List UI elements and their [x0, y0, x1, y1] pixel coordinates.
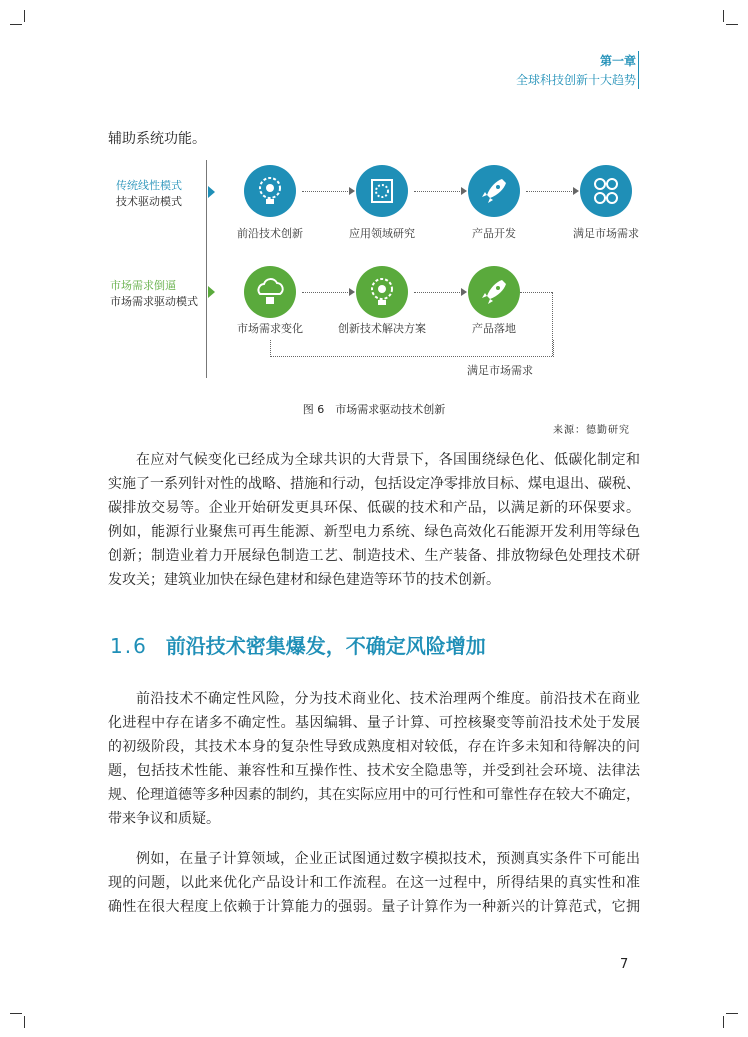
row1-node-label: 满足市场需求: [573, 227, 639, 240]
figure-divider: [206, 160, 207, 378]
gear-bulb-icon: [356, 266, 408, 318]
intro-line: 辅助系统功能。: [108, 131, 206, 147]
row2-marker-icon: [208, 286, 215, 298]
crop-mark-tr-h: [726, 24, 738, 25]
figure-source: 来源：德勤研究: [553, 425, 630, 436]
row2-label-1: 市场需求倒逼: [110, 279, 176, 292]
crop-mark-bl-h: [10, 1013, 22, 1014]
arrowhead-icon: [573, 187, 579, 195]
section-heading: [110, 630, 486, 659]
row1-arrow: [526, 191, 574, 193]
loop-connector: [520, 292, 552, 294]
row2-arrow: [414, 292, 462, 294]
row1-node-label: 产品开发: [472, 227, 516, 240]
people-icon: [580, 165, 632, 217]
crop-mark-tl-h: [10, 24, 22, 25]
feedback-loop: [270, 340, 554, 357]
crop-mark-br-v: [723, 1016, 724, 1028]
row1-node-label: 前沿技术创新: [237, 227, 303, 240]
arrowhead-icon: [461, 187, 467, 195]
row1-arrow: [414, 191, 462, 193]
crop-mark-tl-v: [24, 10, 25, 22]
crop-mark-tr-v: [723, 10, 724, 22]
arrowhead-icon: [461, 288, 467, 296]
gear-bulb-icon: [244, 165, 296, 217]
gear-document-icon: [356, 165, 408, 217]
section-number: 1.6: [110, 634, 148, 658]
paragraph-2: 前沿技术不确定性风险，分为技术商业化、技术治理两个维度。前沿技术在商业 化进程中存在诸多不确定性。基因编辑、量子计算、可控核聚变等前沿技术处于发展 的初级阶段，其技术本身的复杂性导致成熟度相对较低，存在许多未知和待解决的问 题，包括技术性能、兼容性和互操作性、技术安全隐患等，并受到社会环境、法律法 规、伦理道德等多种因素的制约，其在实际应用中的可行性和可靠性存在较大不确定， 带来争议和质疑。: [108, 691, 640, 827]
row1-label-2: 技术驱动模式: [116, 195, 182, 208]
crop-mark-bl-v: [24, 1016, 25, 1028]
loop-connector-vertical: [552, 292, 554, 356]
crop-mark-br-h: [726, 1013, 738, 1014]
paragraph-1: 在应对气候变化已经成为全球共识的大背景下，各国围绕绿色化、低碳化制定和 实施了一系列针对性的战略、措施和行动，包括设定净零排放目标、煤电退出、碳税、 碳排放交易等。企业开始研发更具环保、低碳的技术和产品，以满足新的环保要求。 例如，能源行业聚焦可再生能源、新型电力系统、绿色高效化石能源开发利用等绿色 创新；制造业着力开展绿色制造工艺、制造技术、生产装备、排放物绿色处理技术研 发攻关；建筑业加快在绿色建材和绿色建造等环节的技术创新。: [108, 452, 640, 588]
rocket-icon: [468, 165, 520, 217]
row2-label-2: 市场需求驱动模式: [110, 295, 198, 308]
row2-arrow: [302, 292, 350, 294]
row2-node-label: 创新技术解决方案: [338, 322, 426, 335]
arrowhead-icon: [349, 187, 355, 195]
row1-arrow: [302, 191, 350, 193]
page-number: 7: [620, 957, 629, 972]
rocket-icon: [468, 266, 520, 318]
section-title: 前沿技术密集爆发，不确定风险增加: [165, 634, 486, 658]
chapter-label: 第一章: [599, 54, 636, 68]
arrowhead-icon: [349, 288, 355, 296]
row2-node-label: 市场需求变化: [237, 322, 303, 335]
loop-label: 满足市场需求: [467, 364, 533, 377]
row2-node-label: 产品落地: [472, 322, 516, 335]
row1-marker-icon: [208, 186, 215, 198]
paragraph-3: 例如，在量子计算领域，企业正试图通过数字模拟技术，预测真实条件下可能出 现的问题，以此来优化产品设计和工作流程。在这一过程中，所得结果的真实性和准 确性在很大程度上依赖于计算能力的强弱。量子计算作为一种新兴的计算范式，它拥: [108, 851, 640, 915]
figure-caption: 图 6 市场需求驱动技术创新: [302, 403, 446, 416]
row1-node-label: 应用领域研究: [349, 227, 415, 240]
chapter-title: 全球科技创新十大趋势: [515, 73, 636, 87]
header-rule: [638, 51, 639, 89]
cloud-bulb-icon: [244, 266, 296, 318]
row1-label-1: 传统线性模式: [116, 179, 182, 192]
